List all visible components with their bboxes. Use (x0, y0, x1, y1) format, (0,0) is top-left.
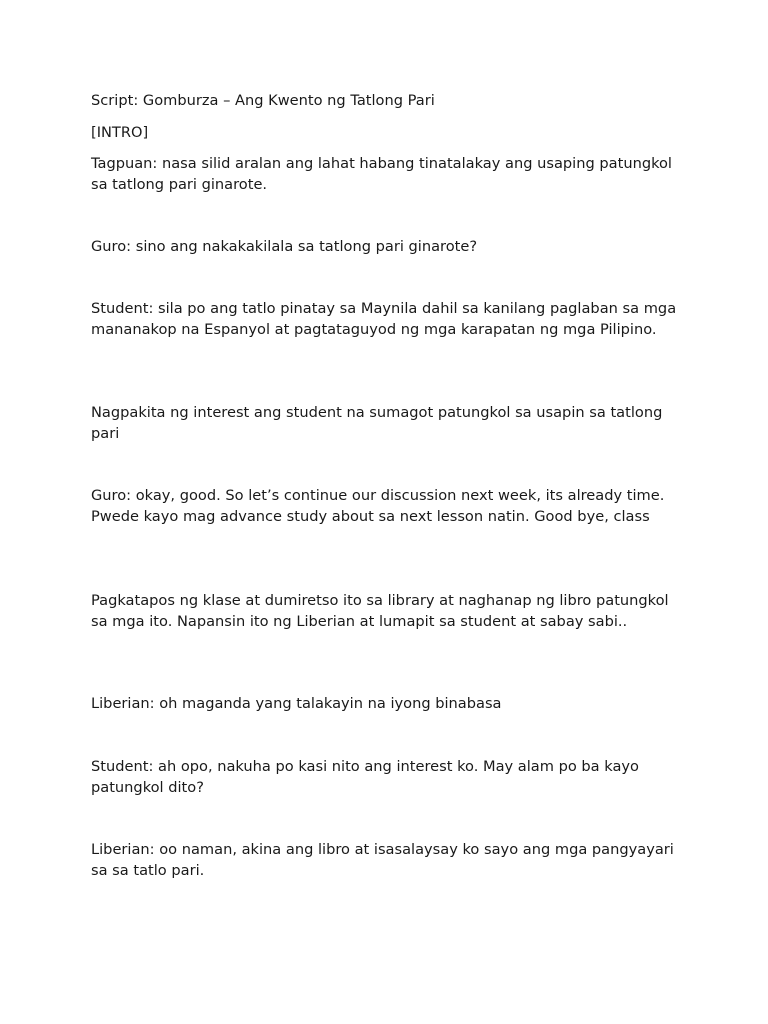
setting-paragraph: Tagpuan: nasa silid aralan ang lahat habang tinatalakay ang usaping patungkol sa tatlong pari ginarote. (91, 155, 677, 193)
student-reply-line: Student: ah opo, nakuha po kasi nito ang interest ko. May alam po ba kayo patungkol dito? (91, 758, 644, 796)
student-answer-line: Student: sila po ang tatlo pinatay sa Maynila dahil sa kanilang paglaban sa mga mananakop na Espanyol at pagtataguyod ng mga karapatan ng mga Pilipino. (91, 300, 681, 338)
teacher-dismissal-line: Guro: okay, good. So let’s continue our discussion next week, its already time. Pwede kayo mag advance study about sa next lesson natin. Good bye, class (91, 487, 670, 525)
narration-interest: Nagpakita ng interest ang student na sumagot patungkol sa usapin sa tatlong pari (91, 404, 667, 442)
librarian-line-2: Liberian: oo naman, akina ang libro at isasalaysay ko sayo ang mga pangyayari sa sa tatlo pari. (91, 841, 679, 879)
librarian-line-1: Liberian: oh maganda yang talakayin na iyong binabasa (91, 695, 502, 712)
intro-heading: [INTRO] (91, 124, 149, 141)
teacher-question-line: Guro: sino ang nakakakilala sa tatlong pari ginarote? (91, 238, 478, 255)
narration-library: Pagkatapos ng klase at dumiretso ito sa library at naghanap ng libro patungkol sa mga ito. Napansin ito ng Liberian at lumapit sa student at sabay sabi.. (91, 592, 674, 630)
script-title: Script: Gomburza – Ang Kwento ng Tatlong Pari (91, 92, 435, 109)
